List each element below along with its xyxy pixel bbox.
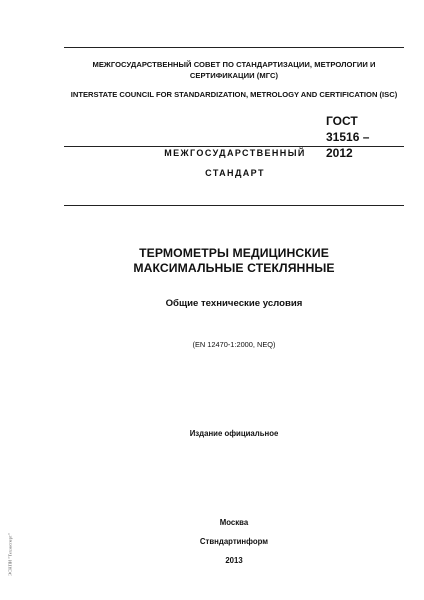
- document-subtitle: Общие технические условия: [165, 298, 303, 309]
- title-line1: ТЕРМОМЕТРЫ МЕДИЦИНСКИЕ: [139, 246, 329, 260]
- title-line2: МАКСИМАЛЬНЫЕ СТЕКЛЯННЫЕ: [133, 261, 335, 275]
- gost-label: ГОСТ: [326, 114, 358, 128]
- gost-number-block: [326, 113, 369, 161]
- imprint-city: Москва: [219, 518, 249, 527]
- divider-line: [64, 205, 404, 206]
- watermark-text: ЭСНПИ "Техэксперт": [7, 533, 13, 576]
- gost-number: 31516 –: [326, 130, 370, 144]
- imprint-block: [64, 513, 404, 570]
- standard-type: [140, 143, 330, 183]
- standard-type-line2: СТАНДАРТ: [205, 168, 265, 178]
- document-title: [64, 246, 404, 276]
- edition-label: Издание официальное: [189, 429, 279, 438]
- gost-year: 2012: [326, 146, 353, 160]
- standard-type-line1: МЕЖГОСУДАРСТВЕННЫЙ: [164, 148, 306, 158]
- imprint-publisher: Ствндартинформ: [199, 537, 269, 546]
- imprint-year: 2013: [225, 556, 243, 565]
- equivalence-note: (EN 12470-1:2000, NEQ): [192, 340, 276, 349]
- watermark-stamp: [4, 516, 14, 596]
- council-name-en: INTERSTATE COUNCIL FOR STANDARDIZATION, METROLOGY AND CERTIFICATION (ISC): [70, 90, 398, 99]
- council-name-ru: МЕЖГОСУДАРСТВЕННЫЙ СОВЕТ ПО СТАНДАРТИЗАЦИИ, МЕТРОЛОГИИ И СЕРТИФИКАЦИИ (МГС): [92, 60, 376, 80]
